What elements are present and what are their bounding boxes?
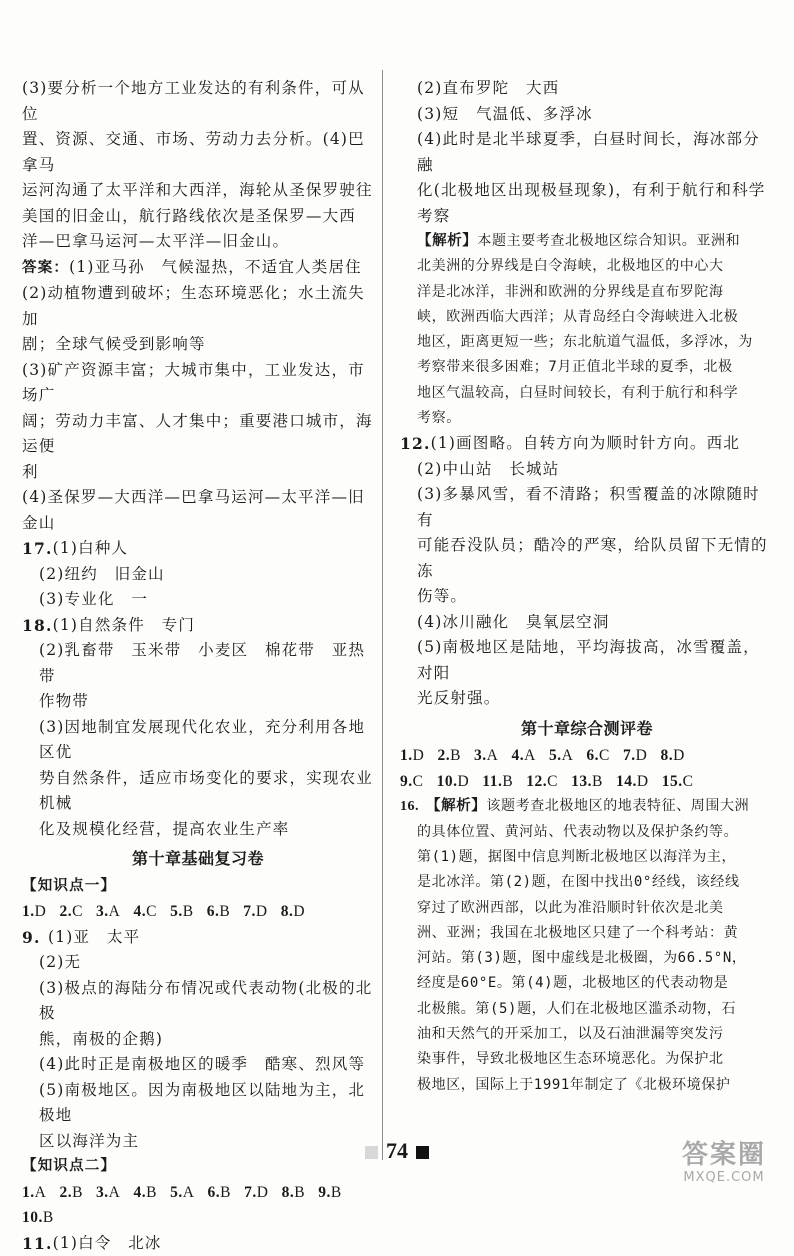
mc-number: 13.: [571, 773, 592, 790]
mc-number: 8.: [282, 1184, 295, 1201]
mc-number: 3.: [96, 1184, 109, 1201]
section-title: 第十章基础复习卷: [22, 846, 374, 872]
question-11: [22, 1231, 374, 1256]
mc-number: 11.: [482, 773, 502, 790]
text-line: 穿过了欧洲西部，以此为准沿顺时针依次是北美: [400, 896, 774, 921]
answer-block: [22, 255, 374, 537]
mc-answer-row: [22, 1205, 374, 1231]
mc-answer: B: [43, 1209, 54, 1226]
text-line: 化及规模化经营，提高农业生产率: [22, 817, 374, 843]
text-line: (1)自然条件 专门: [53, 613, 195, 639]
text-line: (3)因地制宜发展现代化农业，充分利用各地区优: [22, 715, 374, 766]
square-decoration-icon: [365, 1146, 378, 1159]
square-decoration-icon: [416, 1146, 429, 1159]
question-number: 17.: [22, 536, 53, 562]
mc-number: 4.: [134, 903, 147, 920]
text-line: 洋是北冰洋，非洲和欧洲的分界线是直布罗陀海: [400, 280, 774, 305]
mc-answer: D: [413, 747, 425, 764]
mc-number: 1.: [22, 903, 35, 920]
mc-answer-row: [22, 899, 374, 925]
mc-answer: A: [524, 747, 536, 764]
text-line: (3)多暴风雪，看不清路；积雪覆盖的冰隙随时有: [400, 482, 774, 533]
mc-answer: C: [413, 773, 424, 790]
text-line: (3)矿产资源丰富；大城市集中，工业发达，市场广: [22, 358, 374, 409]
text-line: 光反射强。: [400, 686, 774, 712]
mc-number: 2.: [59, 903, 72, 920]
text-line: 考察。: [400, 406, 774, 431]
mc-number: 5.: [549, 747, 562, 764]
mc-number: 6.: [208, 1184, 221, 1201]
mc-number: 9.: [400, 773, 413, 790]
text-line: 地区，距离更短一些；东北航道气温低，多浮冰，为: [400, 330, 774, 355]
question-number: 9.: [22, 925, 48, 951]
question-16: [400, 794, 774, 1098]
text-line: 考察带来很多困难；7月正值北半球的夏季，北极: [400, 355, 774, 380]
text-line: 本题主要考查北极地区综合知识。亚洲和: [477, 233, 740, 249]
question-12: [400, 431, 774, 712]
right-column: [400, 76, 774, 1098]
text-line: 利: [22, 460, 374, 486]
mc-number: 2.: [59, 1184, 72, 1201]
text-line: 经度是60°E。第(4)题，北极地区的代表动物是: [400, 971, 774, 996]
text-line: 区以海洋为主: [22, 1129, 374, 1155]
mc-answer: A: [109, 903, 121, 920]
text-line: (2)乳畜带 玉米带 小麦区 棉花带 亚热带: [22, 638, 374, 689]
analysis-label: 【解析】: [426, 798, 486, 814]
answer-label: 答案：: [22, 260, 69, 276]
mc-answer: C: [599, 747, 610, 764]
mc-answer: B: [502, 773, 513, 790]
text-line: (5)南极地区。因为南极地区以陆地为主，北极地: [22, 1078, 374, 1129]
text-line: 极地区，国际上于1991年制定了《北极环境保护: [400, 1073, 774, 1098]
watermark-logo: [664, 1140, 784, 1192]
text-line: (3)要分析一个地方工业发达的有利条件，可从位: [22, 76, 374, 127]
text-line: (1)亚马孙 气候湿热，不适宜人类居住: [69, 258, 362, 276]
text-line: 金山: [22, 511, 374, 537]
text-line: 洲、亚洲；我国在北极地区只建了一个科考站：黄: [400, 921, 774, 946]
mc-number: 10.: [22, 1209, 43, 1226]
mc-number: 8.: [281, 903, 294, 920]
watermark-text: 答案圈: [664, 1140, 784, 1170]
mc-answer: A: [183, 1184, 195, 1201]
section-title: 第十章综合测评卷: [400, 716, 774, 742]
text-line: 第(1)题，据图中信息判断北极地区以海洋为主，: [400, 845, 774, 870]
text-line: 该题考查北极地区的地表特征、周围大洲: [486, 798, 749, 814]
text-line: 油和天然气的开采加工，以及石油泄漏等突发污: [400, 1022, 774, 1047]
mc-number: 7.: [623, 747, 636, 764]
text-line: 地区气温较高，白昼时间较长，有利于航行和科学: [400, 381, 774, 406]
text-line: (2)动植物遭到破坏；生态环境恶化；水土流失加: [22, 281, 374, 332]
text-line: (1)白令 北冰: [53, 1231, 162, 1256]
text-line: 北美洲的分界线是白令海峡，北极地区的中心大: [400, 254, 774, 279]
mc-number: 7.: [243, 903, 256, 920]
mc-number: 5.: [170, 903, 183, 920]
question-number: 16.: [400, 794, 426, 819]
mc-number: 15.: [662, 773, 683, 790]
mc-answer: A: [35, 1184, 47, 1201]
text-line: 染事件，导致北极地区生态环境恶化。为保护北: [400, 1047, 774, 1072]
mc-answer: D: [457, 773, 469, 790]
mc-number: 1.: [400, 747, 413, 764]
mc-answer: B: [183, 903, 194, 920]
text-line: 熊，南极的企鹅): [22, 1027, 374, 1053]
mc-number: 9.: [318, 1184, 331, 1201]
text-line: 美国的旧金山，航行路线依次是圣保罗—大西: [22, 204, 374, 230]
column-divider: [382, 70, 383, 1160]
text-line: (1)画图略。自转方向为顺时针方向。西北: [431, 431, 740, 457]
mc-answer-row: [400, 769, 774, 795]
question-number: 12.: [400, 431, 431, 457]
mc-number: 3.: [96, 903, 109, 920]
text-line: (4)此时正是南极地区的暖季 酷寒、烈风等: [22, 1052, 374, 1078]
question-18: [22, 613, 374, 843]
text-line: (5)南极地区是陆地，平均海拔高，冰雪覆盖，对阳: [400, 635, 774, 686]
text-line: 洋—巴拿马运河—太平洋—旧金山。: [22, 229, 374, 255]
text-line: (4)冰川融化 臭氧层空洞: [400, 610, 774, 636]
mc-answer: B: [72, 1184, 83, 1201]
mc-answer: D: [637, 773, 649, 790]
mc-number: 7.: [244, 1184, 257, 1201]
text-line: (4)此时是北半球夏季，白昼时间长，海冰部分融: [400, 127, 774, 178]
mc-answer: B: [219, 903, 230, 920]
mc-answer: B: [294, 1184, 305, 1201]
mc-number: 10.: [437, 773, 458, 790]
watermark-url: MXQE.COM: [664, 1170, 784, 1185]
text-line: 北极熊。第(5)题，人们在北极地区滥杀动物，石: [400, 997, 774, 1022]
text-line: (1)白种人: [53, 536, 129, 562]
mc-answer: B: [220, 1184, 231, 1201]
mc-number: 2.: [437, 747, 450, 764]
text-line: (3)极点的海陆分布情况或代表动物(北极的北极: [22, 976, 374, 1027]
mc-answer: D: [636, 747, 648, 764]
text-line: 可能吞没队员；酷冷的严寒，给队员留下无情的冻: [400, 533, 774, 584]
mc-answer: B: [592, 773, 603, 790]
mc-answer: A: [487, 747, 499, 764]
mc-answer: B: [450, 747, 461, 764]
text-line: (1)亚 太平: [48, 925, 140, 951]
mc-number: 4.: [512, 747, 525, 764]
text-line: 化(北极地区出现极昼现象)，有利于航行和科学: [400, 178, 774, 204]
mc-number: 3.: [474, 747, 487, 764]
mc-answer: C: [683, 773, 694, 790]
text-line: 考察: [400, 204, 774, 230]
mc-number: 12.: [526, 773, 547, 790]
mc-answer: D: [35, 903, 47, 920]
mc-answer: D: [257, 1184, 269, 1201]
question-17: [22, 536, 374, 613]
mc-answer: D: [293, 903, 305, 920]
text-line: 的具体位置、黄河站、代表动物以及保护条约等。: [400, 820, 774, 845]
analysis-block: [400, 229, 774, 431]
mc-answer: B: [146, 1184, 157, 1201]
mc-number: 6.: [207, 903, 220, 920]
mc-answer: C: [146, 903, 157, 920]
mc-number: 5.: [170, 1184, 183, 1201]
text-line: (3)短 气温低、多浮冰: [400, 102, 774, 128]
mc-answer-row: [22, 1180, 374, 1206]
text-line: (3)专业化 一: [22, 587, 374, 613]
mc-answer: A: [562, 747, 574, 764]
mc-number: 14.: [616, 773, 637, 790]
mc-number: 1.: [22, 1184, 35, 1201]
mc-number: 6.: [586, 747, 599, 764]
analysis-label: 【解析】: [417, 233, 477, 249]
text-line: (2)中山站 长城站: [400, 457, 774, 483]
knowledge-point-heading: 【知识点一】: [22, 874, 374, 900]
question-number: 11.: [22, 1231, 53, 1256]
text-line: 运河沟通了太平洋和大西洋，海轮从圣保罗驶往: [22, 178, 374, 204]
text-line: (2)直布罗陀 大西: [400, 76, 774, 102]
mc-answer: D: [673, 747, 685, 764]
text-line: 峡，欧洲西临大西洋；从青岛经白令海峡进入北极: [400, 305, 774, 330]
text-line: 作物带: [22, 689, 374, 715]
text-line: (2)纽约 旧金山: [22, 562, 374, 588]
mc-answer-row: [400, 743, 774, 769]
knowledge-point-heading: 【知识点二】: [22, 1154, 374, 1180]
text-line: 伤等。: [400, 584, 774, 610]
mc-answer: C: [72, 903, 83, 920]
page-number-text: 74: [386, 1138, 408, 1163]
q16-explanation-continued: [22, 76, 374, 255]
text-line: (4)圣保罗—大西洋—巴拿马运河—太平洋—旧: [22, 485, 374, 511]
text-line: 阔；劳动力丰富、人才集中；重要港口城市，海运便: [22, 409, 374, 460]
question-9: [22, 925, 374, 1155]
text-line: 势自然条件，适应市场变化的要求，实现农业机械: [22, 766, 374, 817]
text-line: 置、资源、交通、市场、劳动力去分析。(4)巴拿马: [22, 127, 374, 178]
mc-answer: D: [256, 903, 268, 920]
question-11-continued: [400, 76, 774, 229]
mc-answer: B: [331, 1184, 342, 1201]
text-line: 剧；全球气候受到影响等: [22, 332, 374, 358]
left-column: [22, 76, 374, 1256]
text-line: (2)无: [22, 950, 374, 976]
question-number: 18.: [22, 613, 53, 639]
text-line: 是北冰洋。第(2)题，在图中找出0°经线，该经线: [400, 870, 774, 895]
text-line: 河站。第(3)题，图中虚线是北极圈，为66.5°N，: [400, 946, 774, 971]
mc-answer: A: [109, 1184, 121, 1201]
mc-number: 4.: [134, 1184, 147, 1201]
mc-number: 8.: [660, 747, 673, 764]
mc-answer: C: [547, 773, 558, 790]
